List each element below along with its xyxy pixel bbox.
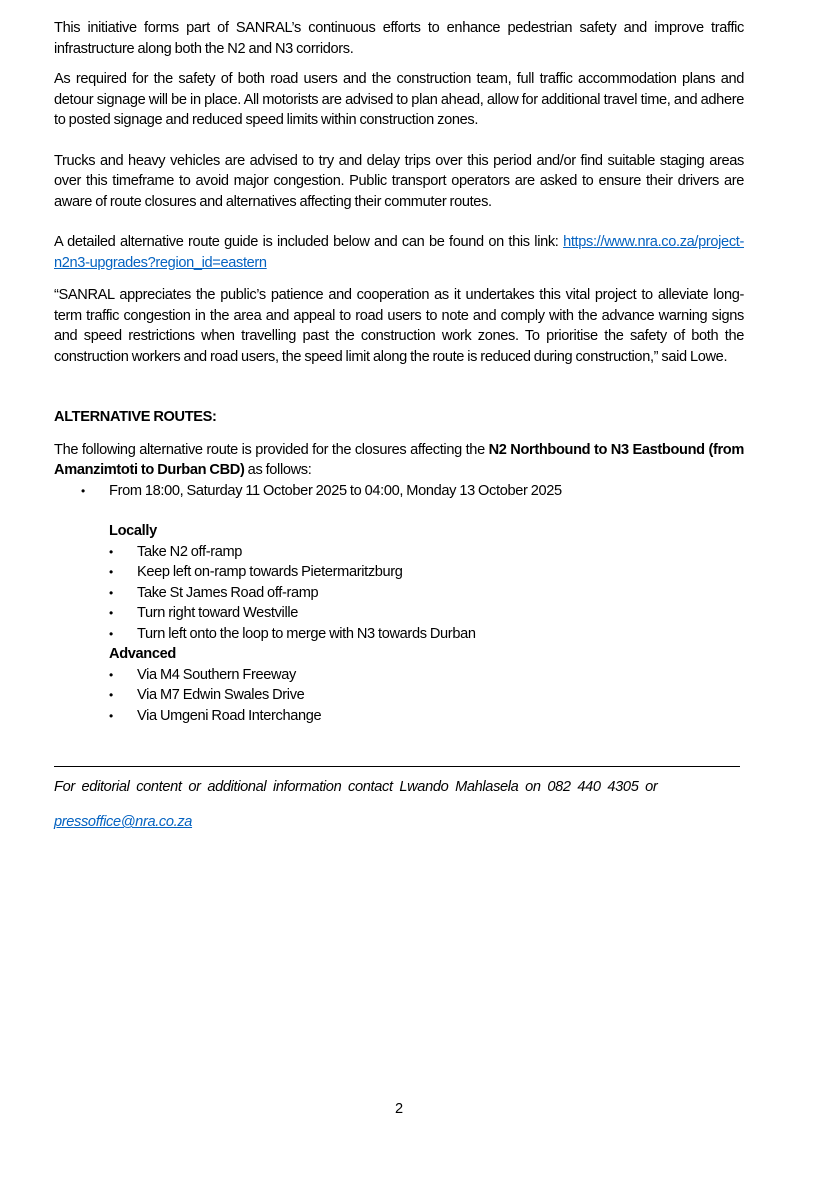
advanced-list bbox=[109, 665, 744, 727]
footer-divider bbox=[54, 766, 740, 767]
route-option: Via M4 Southern Freeway bbox=[137, 666, 296, 683]
locally-list bbox=[109, 542, 744, 645]
bullet-icon: • bbox=[109, 544, 113, 559]
paragraph-quote: “SANRAL appreciates the public’s patience and cooperation as it undertakes this vital project to alleviate long-term traffic congestion in the area and appeal to road users to note and comply with the advance warning signs and speed restrictions when travelling past the construction work zones. To prioritise the safety of both the construction workers and road users, the speed limit along the route is reduced during construction,” said Lowe. bbox=[54, 287, 744, 365]
intro-route-bold: N2 Northbound to N3 Eastbound (from Amanzimtoti to Durban CBD) bbox=[54, 441, 744, 478]
list-item bbox=[109, 665, 744, 686]
locally-routes bbox=[54, 521, 744, 726]
bullet-icon: • bbox=[109, 565, 113, 579]
route-step: Take St James Road off-ramp bbox=[137, 584, 319, 601]
list-item bbox=[109, 583, 744, 604]
route-guide-text: A detailed alternative route guide is included below and can be found on this link: bbox=[54, 234, 559, 250]
list-item bbox=[54, 481, 744, 502]
closure-dates-text: From 18:00, Saturday 11 October 2025 to 04:00, Monday 13 October 2025 bbox=[109, 482, 562, 499]
list-item bbox=[109, 685, 744, 706]
route-step: Take N2 off-ramp bbox=[137, 543, 243, 560]
route-step: Turn left onto the loop to merge with N3 towards Durban bbox=[137, 625, 476, 642]
route-option: Via Umgeni Road Interchange bbox=[137, 707, 322, 724]
list-item bbox=[109, 706, 744, 727]
bullet-icon: • bbox=[109, 688, 113, 702]
footer-email-line bbox=[54, 812, 744, 833]
list-item bbox=[109, 542, 744, 563]
paragraph-route-guide bbox=[54, 232, 744, 273]
paragraph-trucks: Trucks and heavy vehicles are advised to try and delay trips over this period and/or find suitable staging areas over this timeframe to avoid major congestion. Public transport operators are asked to ensure their drivers are aware of route closures and alternatives affecting their commuter routes. bbox=[54, 152, 744, 210]
footer-contact-note: For editorial content or additional information contact Lwando Mahlasela on 082 440 4305 or bbox=[54, 779, 658, 795]
bullet-icon: • bbox=[109, 585, 113, 600]
intro-text-before: The following alternative route is provided for the closures affecting the bbox=[54, 441, 489, 458]
bullet-icon: • bbox=[109, 606, 113, 620]
paragraph-initiative: This initiative forms part of SANRAL’s continuous efforts to enhance pedestrian safety and improve traffic infrastructure along both the N2 and N3 corridors. bbox=[54, 20, 744, 57]
locally-heading: Locally bbox=[109, 523, 157, 539]
document-page bbox=[54, 18, 744, 833]
closure-dates-list bbox=[54, 481, 744, 502]
list-item bbox=[109, 624, 744, 645]
route-option: Via M7 Edwin Swales Drive bbox=[137, 687, 305, 703]
list-item bbox=[109, 562, 744, 583]
intro-text-after: as follows: bbox=[244, 462, 312, 478]
paragraph-safety: As required for the safety of both road users and the construction team, full traffic accommodation plans and detour signage will be in place. All motorists are advised to plan ahead, allow for additional travel time, and adhere to posted signage and reduced speed limits within construction zones. bbox=[54, 71, 744, 128]
alternative-routes-heading: ALTERNATIVE ROUTES: bbox=[54, 409, 217, 425]
bullet-icon: • bbox=[109, 708, 113, 723]
list-item bbox=[109, 603, 744, 624]
page-number: 2 bbox=[394, 1101, 404, 1117]
bullet-icon: • bbox=[109, 667, 113, 682]
route-step: Turn right toward Westville bbox=[137, 605, 298, 621]
route-step: Keep left on-ramp towards Pietermaritzburg bbox=[137, 564, 403, 580]
route-guide-link[interactable]: https://www.nra.co.za/project-n2n3-upgrades?region_id=eastern bbox=[54, 234, 744, 271]
bullet-icon: • bbox=[109, 626, 113, 641]
bullet-icon: • bbox=[81, 483, 85, 498]
press-office-email-link[interactable]: pressoffice@nra.co.za bbox=[54, 814, 193, 831]
alternative-routes-intro bbox=[54, 440, 744, 481]
advanced-heading: Advanced bbox=[109, 646, 176, 662]
